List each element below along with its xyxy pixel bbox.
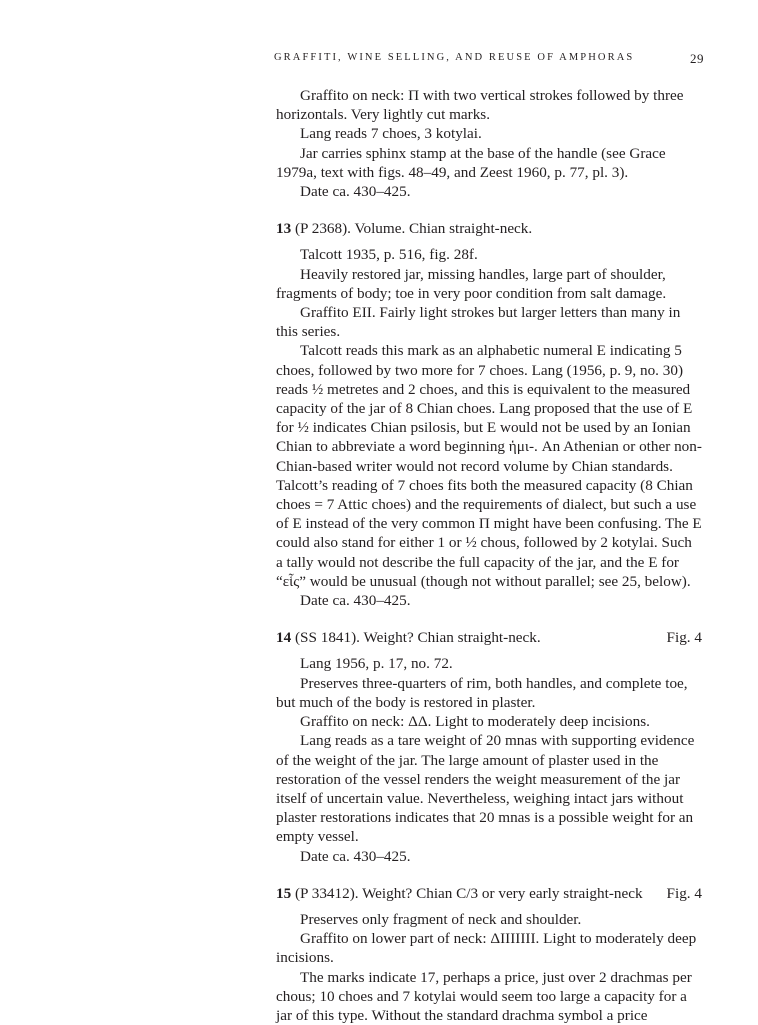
entry-title: (P 33412). Weight? Chian C/3 or very early straight-neck xyxy=(294,884,643,902)
paragraph: Lang reads 7 choes, 3 kotylai. xyxy=(300,125,482,143)
figure-reference: Fig. 4 xyxy=(666,629,702,647)
paragraph: Date ca. 430–425. xyxy=(300,847,411,865)
paragraph: Lang reads as a tare weight of 20 mnas with supporting evidence of the weight of the jar. The large amount of plaster used in the restoration of the vessel renders the weight measurement of the jar itself of uncertain value. Nevertheless, weighing intact jars without plaster restorations indicates that 20 mnas is a possible weight for an empty vessel. xyxy=(276,732,695,846)
paragraph: Talcott 1935, p. 516, fig. 28f. xyxy=(300,246,478,264)
paragraph: Date ca. 430–425. xyxy=(300,183,411,201)
paragraph: Heavily restored jar, missing handles, large part of shoulder, fragments of body; toe in very poor condition from salt damage. xyxy=(276,265,667,302)
paragraph: Preserves only fragment of neck and shoulder. xyxy=(300,910,582,928)
running-head-title: GRAFFITI, WINE SELLING, AND REUSE OF AMPHORAS xyxy=(274,52,635,63)
entry-title: (SS 1841). Weight? Chian straight-neck. xyxy=(294,629,541,647)
entry-number: 15 xyxy=(276,884,292,902)
entry-heading xyxy=(276,628,702,647)
entry-heading xyxy=(276,884,702,903)
figure-reference: Fig. 4 xyxy=(666,884,702,902)
catalog-entry-15 xyxy=(276,884,702,1025)
paragraph: Graffito on neck: ΔΔ. Light to moderately deep incisions. xyxy=(300,713,650,731)
paragraph: Graffito on neck: Π with two vertical strokes followed by three horizontals. Very lightly cut marks. xyxy=(276,87,684,124)
catalog-entry-13 xyxy=(276,219,702,610)
paragraph: Talcott reads this mark as an alphabetic numeral Ε indicating 5 choes, followed by two more for 7 choes. Lang (1956, p. 9, no. 30) reads ½ metretes and 2 choes, and this is equivalent to the measured capacity of the jar of 8 Chian choes. Lang proposed that the use of Ε for ½ indicates Chian psilosis, but Ε would not be used by an Ionian Chian to abbreviate a word beginning ἡμι-. An Athenian or other non-Chian-based writer would not record volume by Chian standards. Talcott’s reading of 7 choes fits both the measured capacity (8 Chian choes = 7 Attic choes) and the requirements of dialect, but such a use of Ε instead of the very common Π might have been confusing. The Ε could also stand for either 1 or ½ chous, followed by 2 kotylai. Such a tally would not describe the full capacity of the jar, and the Ε for “εἷς” would be unusual (though not without parallel; see 25, below). xyxy=(276,342,702,590)
continued-entry xyxy=(276,86,702,201)
paragraph: Date ca. 430–425. xyxy=(300,592,411,610)
catalog-entry-14 xyxy=(276,628,702,865)
entry-title: (P 2368). Volume. Chian straight-neck. xyxy=(294,220,533,238)
entry-number: 13 xyxy=(276,220,292,238)
paragraph: Graffito ΕΙΙ. Fairly light strokes but larger letters than many in this series. xyxy=(276,304,681,341)
paragraph: The marks indicate 17, perhaps a price, just over 2 drachmas per chous; 10 choes and 7 kotylai would seem too large a capacity for a jar of this type. Without the standard drachma symbol a price xyxy=(276,968,692,1024)
body-text xyxy=(276,86,702,1025)
paragraph: Graffito on lower part of neck: ΔΙΙΙΙΙΙΙ. Light to moderately deep incisions. xyxy=(276,930,697,967)
paragraph: Jar carries sphinx stamp at the base of the handle (see Grace 1979a, text with figs. 48–49, and Zeest 1960, p. 77, pl. 3). xyxy=(276,144,666,181)
paragraph: Lang 1956, p. 17, no. 72. xyxy=(300,655,453,673)
entry-heading xyxy=(276,219,702,238)
entry-number: 14 xyxy=(276,629,292,647)
paragraph: Preserves three-quarters of rim, both handles, and complete toe, but much of the body is restored in plaster. xyxy=(276,674,688,711)
page-number: 29 xyxy=(690,51,704,66)
